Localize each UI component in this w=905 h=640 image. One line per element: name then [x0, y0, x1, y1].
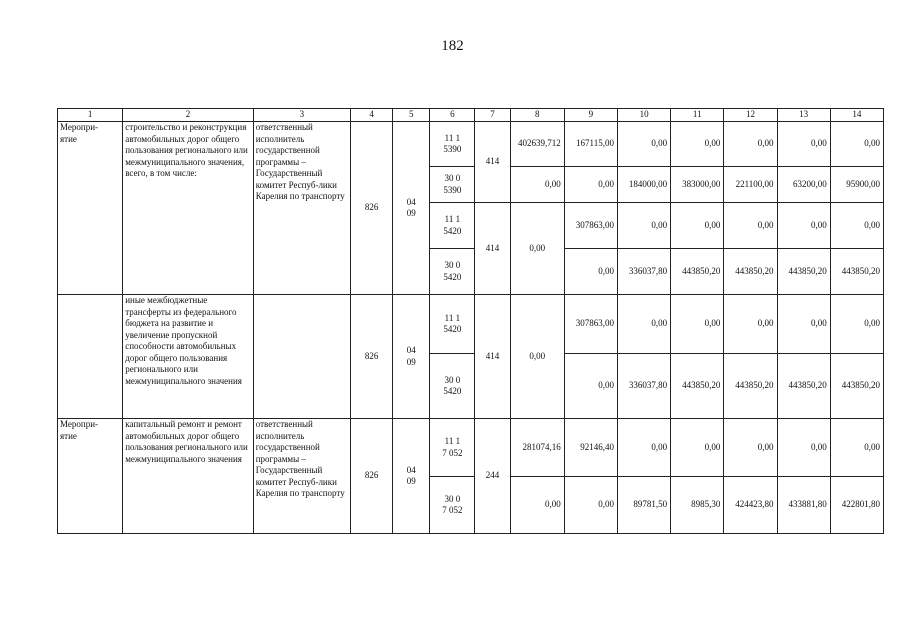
value-cell: 0,00: [564, 249, 617, 295]
value-cell: 0,00: [724, 419, 777, 477]
target-code-line: 30 0: [444, 260, 461, 270]
target-code-line: 5420: [443, 271, 462, 282]
value-cell: 0,00: [671, 122, 724, 167]
header-cell: 1: [58, 109, 123, 122]
activity-name-cell: капитальный ремонт и ремонт автомобильных дорог общего пользования регионального или межмуниципального значения: [123, 419, 253, 534]
value-cell: 0,00: [510, 203, 564, 295]
value-cell: 443850,20: [830, 249, 883, 295]
budget-table: [57, 108, 884, 534]
header-cell: 2: [123, 109, 253, 122]
value-cell: 336037,80: [617, 249, 670, 295]
value-cell: 402639,712: [510, 122, 564, 167]
value-cell: 0,00: [510, 167, 564, 203]
target-code-line: 30 0: [444, 493, 461, 504]
value-cell: 167115,00: [564, 122, 617, 167]
executor-cell: ответственный исполнитель государственной программы – Государственный комитет Респуб-лики Карелия по транспорту: [253, 122, 350, 295]
executor-cell: ответственный исполнитель государственной программы – Государственный комитет Респуб-лики Карелия по транспорту: [253, 419, 350, 534]
target-code-cell: [430, 477, 475, 534]
target-code-line: 30 0: [444, 374, 461, 385]
target-code-cell: [430, 167, 475, 203]
header-cell: 3: [253, 109, 350, 122]
expense-type-cell: 244: [475, 419, 510, 534]
value-cell: 0,00: [830, 419, 883, 477]
value-cell: 8985,30: [671, 477, 724, 534]
value-cell: 0,00: [671, 295, 724, 354]
executor-cell: [253, 295, 350, 419]
value-cell: 92146,40: [564, 419, 617, 477]
header-cell: 11: [671, 109, 724, 122]
target-code-cell: [430, 203, 475, 249]
value-cell: 383000,00: [671, 167, 724, 203]
value-cell: 443850,20: [671, 249, 724, 295]
value-cell: 422801,80: [830, 477, 883, 534]
target-code-cell: [430, 122, 475, 167]
value-cell: 0,00: [830, 295, 883, 354]
value-cell: 443850,20: [777, 249, 830, 295]
target-code-cell: [430, 295, 475, 354]
value-cell: 89781,50: [617, 477, 670, 534]
value-cell: 443850,20: [671, 354, 724, 419]
value-cell: 433881,80: [777, 477, 830, 534]
grbs-cell: 826: [351, 295, 393, 419]
value-cell: 63200,00: [777, 167, 830, 203]
target-code-line: 7 052: [442, 505, 463, 515]
header-cell: 6: [430, 109, 475, 122]
value-cell: 0,00: [830, 203, 883, 249]
value-cell: 0,00: [510, 295, 564, 419]
expense-type-cell: 414: [475, 122, 510, 203]
value-cell: 424423,80: [724, 477, 777, 534]
value-cell: 0,00: [777, 419, 830, 477]
activity-type-cell: Меропри- ятие: [58, 419, 123, 534]
value-cell: 0,00: [777, 122, 830, 167]
value-cell: 0,00: [510, 477, 564, 534]
value-cell: 0,00: [777, 295, 830, 354]
target-code-line: 11 1: [444, 436, 461, 446]
header-cell: 7: [475, 109, 510, 122]
value-cell: 221100,00: [724, 167, 777, 203]
header-cell: 5: [393, 109, 430, 122]
value-cell: 0,00: [564, 477, 617, 534]
table-row: [58, 122, 884, 167]
value-cell: 0,00: [830, 122, 883, 167]
activity-name-cell: строительство и реконструкция автомобильных дорог общего пользования регионального или межмуниципального значения, всего, в том числе:: [123, 122, 253, 295]
activity-name-cell: иные межбюджетные трансферты из федерального бюджета на развитие и увеличение пропускной способности автомобильных дорог общего пользования регионального или межмуниципального значения: [123, 295, 253, 419]
header-cell: 4: [351, 109, 393, 122]
value-cell: 0,00: [617, 122, 670, 167]
value-cell: 0,00: [617, 295, 670, 354]
value-cell: 95900,00: [830, 167, 883, 203]
header-cell: 14: [830, 109, 883, 122]
rz-pr-cell: 04 09: [393, 295, 430, 419]
target-code-line: 11 1: [444, 132, 461, 143]
value-cell: 443850,20: [724, 249, 777, 295]
activity-type-cell: Меропри- ятие: [58, 122, 123, 295]
target-code-line: 5420: [443, 324, 462, 334]
value-cell: 0,00: [671, 419, 724, 477]
value-cell: 443850,20: [777, 354, 830, 419]
grbs-cell: 826: [351, 419, 393, 534]
header-cell: 9: [564, 109, 617, 122]
grbs-cell: 826: [351, 122, 393, 295]
value-cell: 0,00: [724, 203, 777, 249]
target-code-cell: [430, 419, 475, 477]
activity-type-cell: [58, 295, 123, 419]
target-code-line: 5390: [443, 184, 462, 195]
target-code-line: 11 1: [444, 214, 461, 224]
value-cell: 281074,16: [510, 419, 564, 477]
value-cell: 443850,20: [724, 354, 777, 419]
target-code-line: 5420: [443, 225, 462, 236]
header-cell: 8: [510, 109, 564, 122]
table-row: [58, 419, 884, 477]
value-cell: 184000,00: [617, 167, 670, 203]
header-cell: 10: [617, 109, 670, 122]
target-code-line: 30 0: [444, 173, 461, 183]
table-row: [58, 295, 884, 354]
value-cell: 443850,20: [830, 354, 883, 419]
value-cell: 307863,00: [564, 295, 617, 354]
value-cell: 0,00: [777, 203, 830, 249]
value-cell: 0,00: [671, 203, 724, 249]
value-cell: 0,00: [564, 167, 617, 203]
value-cell: 0,00: [724, 295, 777, 354]
header-row: [58, 109, 884, 122]
value-cell: 307863,00: [564, 203, 617, 249]
value-cell: 0,00: [724, 122, 777, 167]
target-code-line: 5420: [443, 386, 462, 396]
target-code-cell: [430, 249, 475, 295]
value-cell: 336037,80: [617, 354, 670, 419]
page-number: 182: [441, 38, 464, 54]
expense-type-cell: 414: [475, 295, 510, 419]
value-cell: 0,00: [564, 354, 617, 419]
target-code-cell: [430, 354, 475, 419]
target-code-line: 11 1: [444, 312, 461, 323]
value-cell: 0,00: [617, 203, 670, 249]
value-cell: 0,00: [617, 419, 670, 477]
target-code-line: 5390: [443, 144, 462, 154]
header-cell: 12: [724, 109, 777, 122]
header-cell: 13: [777, 109, 830, 122]
rz-pr-cell: 04 09: [393, 419, 430, 534]
rz-pr-cell: 04 09: [393, 122, 430, 295]
target-code-line: 7 052: [442, 447, 463, 458]
expense-type-cell: 414: [475, 203, 510, 295]
